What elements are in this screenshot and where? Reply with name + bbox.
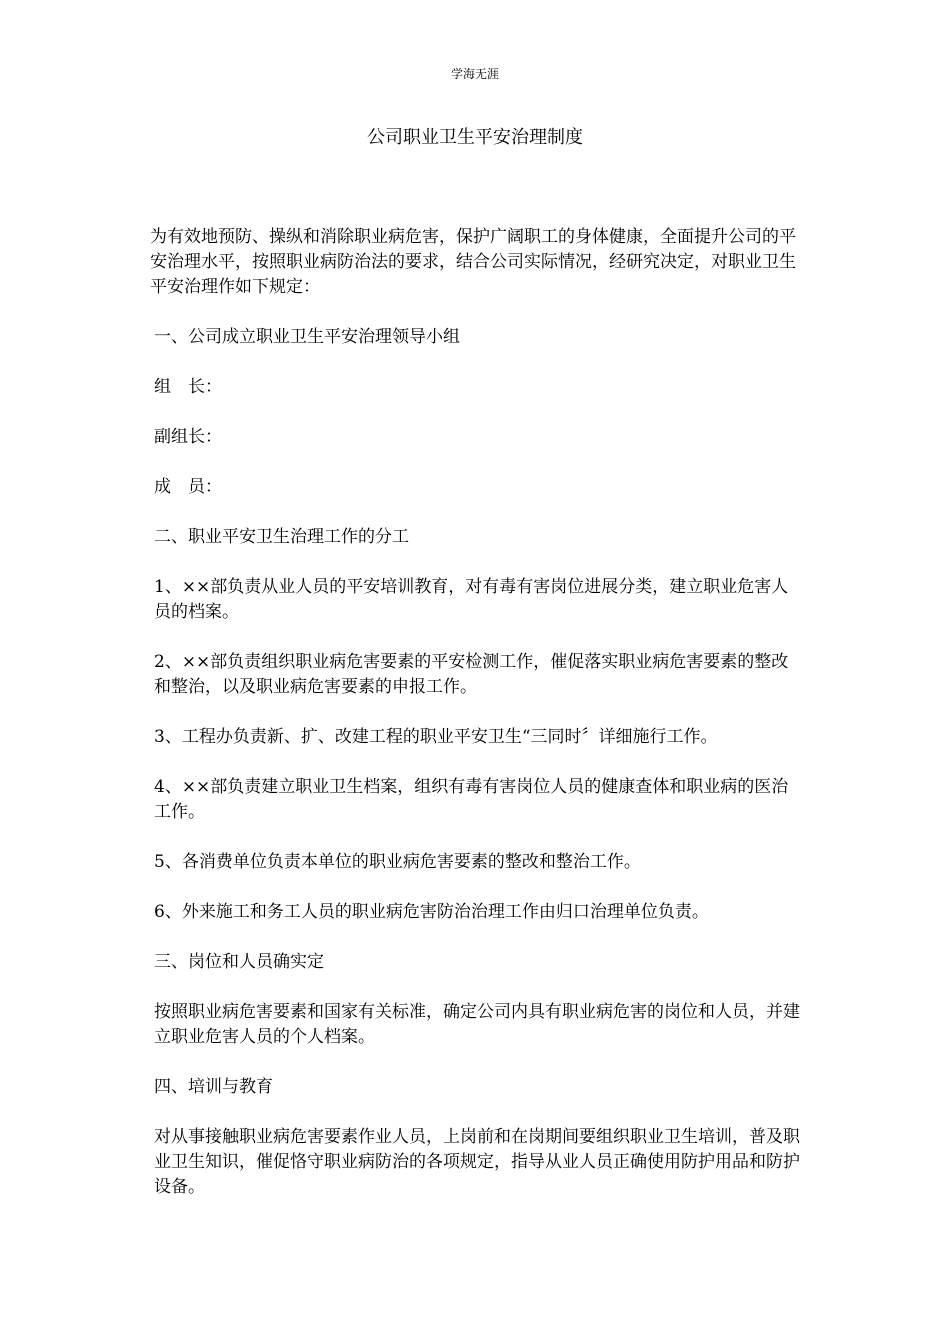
section-2-heading: 二、职业平安卫生治理工作的分工 (154, 527, 409, 547)
document-body (150, 225, 805, 1225)
list-item: 2、××部负责组织职业病危害要素的平安检测工作，催促落实职业病危害要素的整改和整治，以及职业病危害要素的申报工作。 (154, 652, 789, 697)
section-4-body: 对从事接触职业病危害要素作业人员，上岗前和在岗期间要组织职业卫生培训，普及职业卫生知识，催促恪守职业病防治的各项规定，指导从业人员正确使用防护用品和防护设备。 (154, 1127, 800, 1197)
leader-line: 组 长： (154, 377, 222, 397)
section-3-heading: 三、岗位和人员确实定 (154, 952, 324, 972)
list-item: 5、各消费单位负责本单位的职业病危害要素的整改和整治工作。 (154, 852, 641, 872)
page-header: 学海无涯 (450, 67, 499, 81)
section-4-heading: 四、培训与教育 (154, 1077, 273, 1097)
deputy-leader-line: 副组长： (154, 427, 222, 447)
section-1-heading: 一、公司成立职业卫生平安治理领导小组 (154, 327, 460, 347)
document-title: 公司职业卫生平安治理制度 (367, 127, 583, 148)
members-line: 成 员： (154, 477, 222, 497)
intro-paragraph: 为有效地预防、操纵和消除职业病危害，保护广阔职工的身体健康，全面提升公司的平安治理水平，按照职业病防治法的要求，结合公司实际情况，经研究决定，对职业卫生平安治理作如下规定： (150, 227, 796, 297)
list-item: 6、外来施工和务工人员的职业病危害防治治理工作由归口治理单位负责。 (154, 902, 709, 922)
list-item: 4、××部负责建立职业卫生档案，组织有毒有害岗位人员的健康查体和职业病的医治工作。 (154, 777, 789, 822)
section-3-body: 按照职业病危害要素和国家有关标准，确定公司内具有职业病危害的岗位和人员，并建立职业危害人员的个人档案。 (154, 1002, 800, 1047)
list-item: 1、××部负责从业人员的平安培训教育，对有毒有害岗位进展分类，建立职业危害人员的档案。 (154, 577, 789, 622)
list-item: 3、工程办负责新、扩、改建工程的职业平安卫生“三同时〞详细施行工作。 (154, 727, 718, 747)
